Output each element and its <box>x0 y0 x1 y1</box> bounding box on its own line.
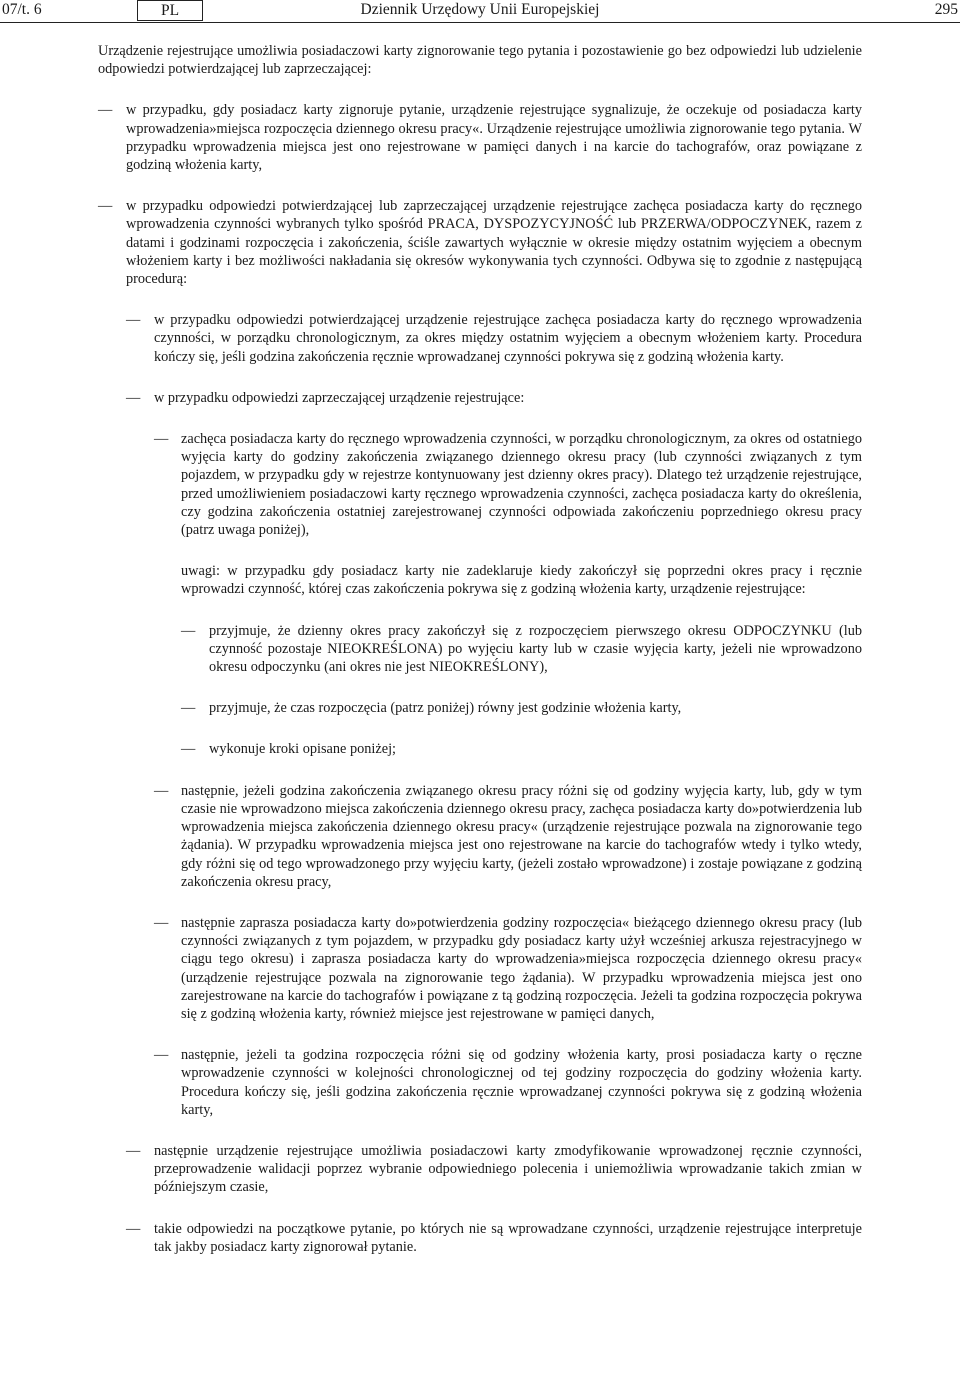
list-item-text: w przypadku, gdy posiadacz karty zignoruje pytanie, urządzenie rejestrujące sygnalizuje, że oczekuje od posiadacza karty wprowadzenia»miejsca rozpoczęcia dziennego okresu pracy«. Urządzenie rejestrujące umożliwia zignorowanie tego pytania. W przypadku wprowadzenia miejsca jest ono rejestrowane w pamięci danych i na karcie do tachografów, oraz powiązane z godziną włożenia karty, <box>126 102 862 174</box>
list-item <box>98 101 862 174</box>
issue-number: 07/t. 6 <box>2 1 42 18</box>
dash-marker: — <box>154 1047 169 1064</box>
dash-marker: — <box>126 1220 141 1237</box>
list-item <box>154 782 862 891</box>
list-item-text: następnie zaprasza posiadacza karty do»potwierdzenia godziny rozpoczęcia« bieżącego dziennego okresu pracy (lub czynności związanych z tym pojazdem, w przypadku gdy posiadacz karty użył wcześniej arkusza rejestracyjnego w ciągu tego okresu) i zaprasza posiadacza karty do wprowadzenia»miejsca rozpoczęcia dziennego okresu pracy« (urządzenie rejestrujące pozwala na zignorowanie tego żądania). W przypadku wprowadzenia miejsca jest ono zarejestrowane na karcie do tachografów i powiązane z tą godziną rozpoczęcia. Jeżeli ta godzina rozpoczęcia pokrywa się z godziną włożenia karty, również miejsce jest rejestrowane w pamięci danych, <box>181 914 862 1022</box>
note-paragraph: uwagi: w przypadku gdy posiadacz karty nie zadeklaruje kiedy zakończył się poprzedni okres pracy i ręcznie wprowadzi czynność, której czas zakończenia pokrywa się z godziną włożenia karty, urządzenie rejestrujące: <box>181 563 862 598</box>
dash-marker: — <box>126 389 141 406</box>
list-item-text: wykonuje kroki opisane poniżej; <box>209 741 397 758</box>
list-item <box>181 699 862 717</box>
list-item-text: zachęca posiadacza karty do ręcznego wprowadzenia czynności, w porządku chronologicznym, za okres od ostatniego wyjęcia karty do godziny zakończenia związanego dziennego okresu pracy (lub czynności związanych z tym pojazdem, w przypadku gdy w rejestrze kontynuowany jest dzienny okres pracy). Dlatego też urządzenie rejestrujące, przed umożliwieniem posiadaczowi karty ręcznego wprowadzenia czynności, zachęca posiadacza karty do określenia, czy godzina zakończenia ostatniej zarejestrowanej czynności odpowiada zakończeniu poprzedniego okresu pracy (patrz uwaga poniżej), <box>181 431 862 539</box>
dash-marker: — <box>126 1142 141 1159</box>
page-header <box>0 0 960 23</box>
dash-marker: — <box>98 102 113 119</box>
list-item <box>181 622 862 677</box>
dash-marker: — <box>98 198 113 215</box>
list-item-text: w przypadku odpowiedzi potwierdzającej lub zaprzeczającej urządzenie rejestrujące zachęca posiadacza karty do ręcznego wprowadzenia czynności wybranych tylko spośród PRACA, DYSPOZYCYJNOŚĆ lub PRZERWA/ODPOCZYNEK, razem z datami i godzinami rozpoczęcia i zakończenia, ściśle zawartych wyłącznie w okresie między ostatnim wyjęciem a obecnym włożeniem karty i bez możliwości nakładania się okresów wykonywania tych czynności. Odbywa się to zgodnie z następującą procedurą: <box>126 198 862 288</box>
list-item-text: następnie, jeżeli ta godzina rozpoczęcia różni się od godziny włożenia karty, prosi posiadacza karty o ręczne wprowadzenie czynności w kolejności chronologicznej od tej godziny rozpoczęcia do godziny włożenia karty. Procedura kończy się, jeśli godzina zakończenia ręcznie wprowadzanej czynności pokrywa się z godziną włożenia karty, <box>181 1047 862 1118</box>
list-item-text: takie odpowiedzi na początkowe pytanie, po których nie są wprowadzane czynności, urządzenie rejestrujące interpretuje tak jakby posiadacz karty zignorował pytanie. <box>154 1220 862 1255</box>
dash-marker: — <box>181 700 196 717</box>
list-item-text: przyjmuje, że dzienny okres pracy zakończył się z rozpoczęciem pierwszego okresu ODPOCZYNKU (lub czynność pozostaje NIEOKREŚLONA) po wyjęciu karty lub w czasie wyjęcia karty, jeżeli nie wprowadzono okresu odpoczynku (ani okres nie jest NIEOKREŚLONY), <box>209 622 862 676</box>
list-item-text: następnie urządzenie rejestrujące umożliwia posiadaczowi karty zmodyfikowanie wprowadzonej ręcznie czynności, przeprowadzenie walidacji poprzez wybranie odpowiedniego polecenia i uniemożliwia wprowadzanie takich zmian w późniejszym czasie, <box>154 1142 862 1196</box>
list-item <box>154 1046 862 1119</box>
list-item-text: następnie, jeżeli godzina zakończenia związanego okresu pracy różni się od godziny wyjęcia karty, lub, gdy w tym czasie nie wprowadzono miejsca zakończenia dziennego okresu pracy, zachęca posiadacza karty do»potwierdzenia lub wprowadzenia miejsca zakończenia dziennego okresu pracy« (urządzenie rejestrujące pozwala na zignorowanie tego żądania). W przypadku wprowadzenia miejsca jest ono rejestrowane na karcie do tachografów wtedy i tylko wtedy, gdy różni się od tego wprowadzonego przy wyjęciu karty, (jeżeli zostało wprowadzone) i zostaje powiązane z godziną zakończenia okresu pracy, <box>181 782 862 890</box>
list-item <box>126 1220 862 1256</box>
dash-marker: — <box>154 914 169 931</box>
list-item <box>181 740 862 758</box>
list-item <box>154 430 862 539</box>
dash-marker: — <box>126 312 141 329</box>
list-item-text: w przypadku odpowiedzi zaprzeczającej urządzenie rejestrujące: <box>154 389 525 406</box>
journal-title: Dziennik Urzędowy Unii Europejskiej <box>360 1 600 18</box>
list-item-text: przyjmuje, że czas rozpoczęcia (patrz poniżej) równy jest godzinie włożenia karty, <box>209 700 682 717</box>
list-item <box>154 914 862 1023</box>
list-item-text: w przypadku odpowiedzi potwierdzającej urządzenie rejestrujące zachęca posiadacza karty do ręcznego wprowadzenia czynności, w porządku chronologicznym, za okres między ostatnim wyjęciem a obecnym włożeniem karty. Procedura kończy się, jeśli godzina zakończenia ręcznie wprowadzanej czynności pokrywa się z godziną włożenia karty. <box>154 312 862 365</box>
dash-marker: — <box>181 622 196 639</box>
intro-paragraph: Urządzenie rejestrujące umożliwia posiadaczowi karty zignorowanie tego pytania i pozostawienie go bez odpowiedzi lub udzielenie odpowiedzi potwierdzającej lub zaprzeczającej: <box>98 43 862 78</box>
page-number: 295 <box>934 1 958 18</box>
language-box: PL <box>137 0 203 21</box>
dash-marker: — <box>154 782 169 799</box>
dash-marker: — <box>181 741 196 758</box>
list-item <box>126 311 862 366</box>
dash-marker: — <box>154 431 169 448</box>
list-item <box>126 389 862 407</box>
document-body <box>98 42 862 1256</box>
list-item <box>126 1142 862 1197</box>
list-item <box>98 197 862 288</box>
